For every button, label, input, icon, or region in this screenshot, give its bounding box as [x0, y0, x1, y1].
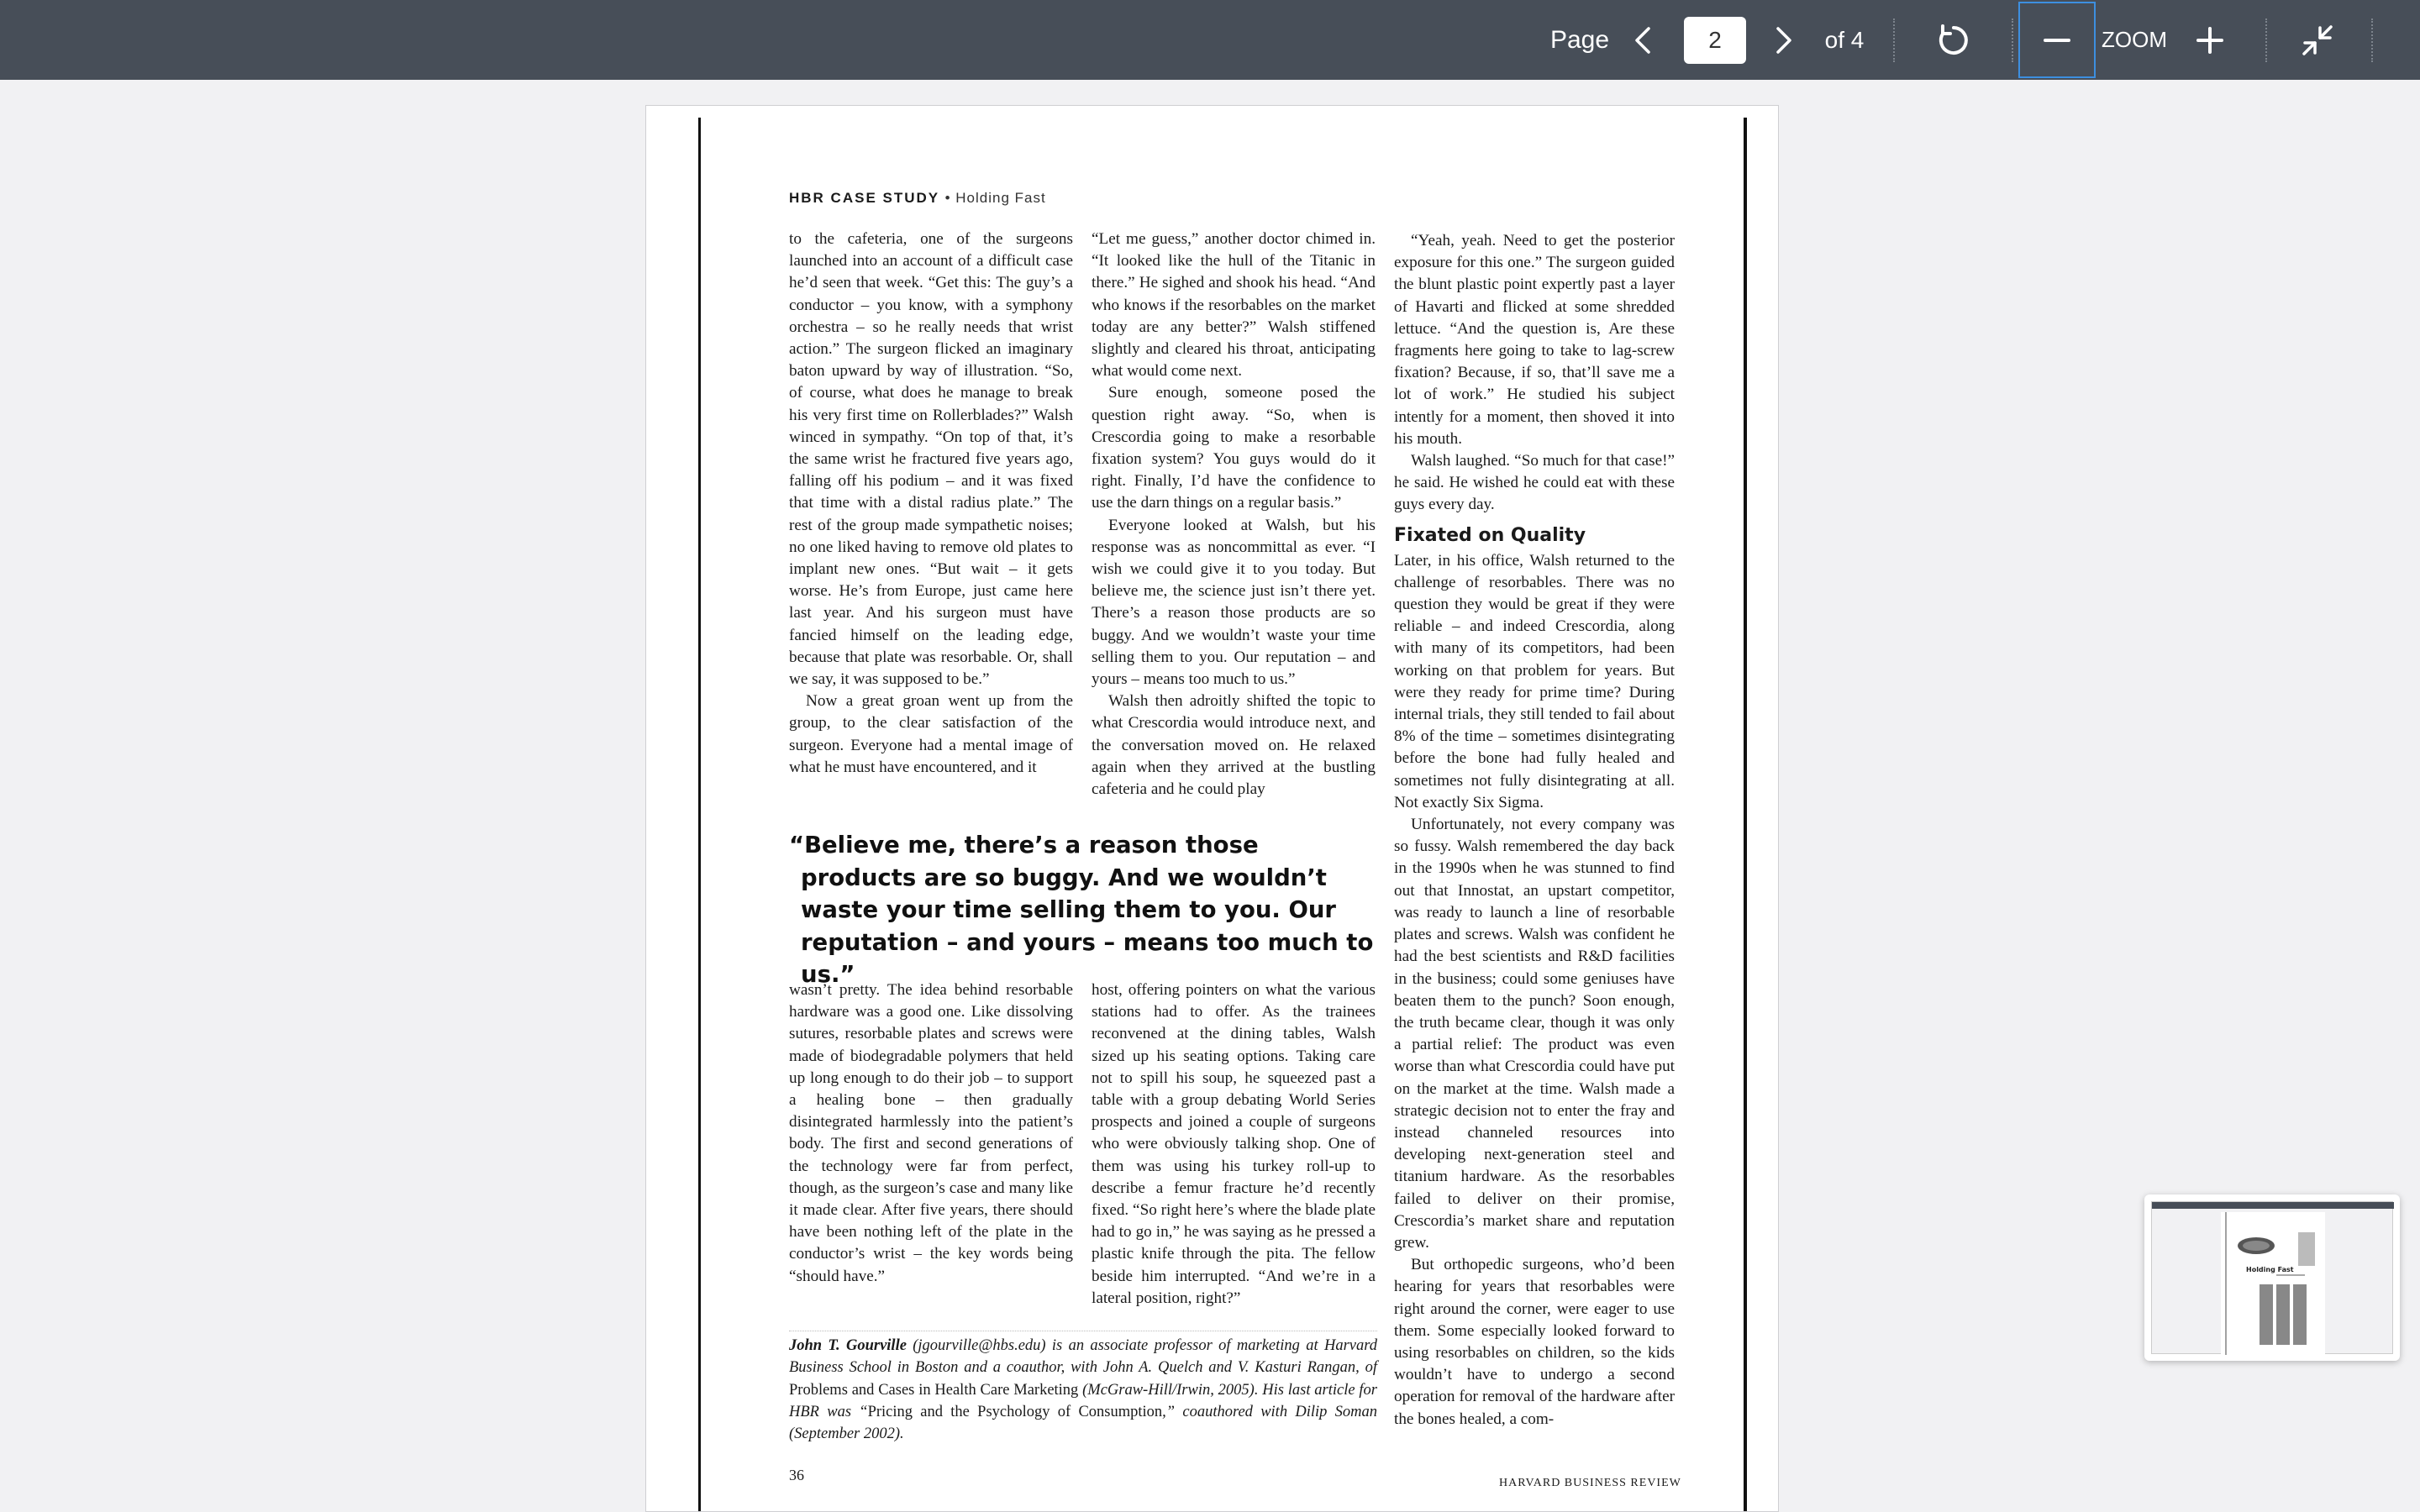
scan-edge-right: [1744, 118, 1747, 1512]
paragraph: to the cafeteria, one of the surgeons launched into an account of a difficult case he’d seen that week. “Get this: The guy’s a conductor – you know, with a symphony orchestra – so he really needs that wrist action.” The surgeon flicked an imaginary baton upward by way of illustration. “So, of course, what does he manage to break his very first time on Rollerblades?” Walsh winced in sympathy. “On top of that, it’s the same wrist he fractured five years ago, falling off his podium – and it was fixed that time with a distal radius plate.” The rest of the group made sympathetic noises; no one liked having to remove old plates to implant new ones. “But wait – it gets worse. He’s from Europe, just came here last year. And his surgeon must have fancied himself on the leading edge, because that plate was resorbable. Or, shall we say, it was supposed to be.”: [789, 230, 1073, 689]
zoom-in-button[interactable]: [2185, 0, 2235, 80]
scan-edge-left: [698, 118, 701, 1512]
chevron-left-icon: [1634, 26, 1652, 55]
bio-text: (jgourville@hbs.edu) is an associate professor of marketing at Harvard Business School in Boston and a coauthor, with John A. Quelch and V. Kasturi Rangan, of: [789, 1337, 1377, 1377]
toolbar-divider: [2371, 18, 2373, 62]
paragraph: “Let me guess,” another doctor chimed in. “It looked like the hull of the Titanic in there.” He sighed and shook his head. “And who knows if the resorbables on the market today are any better?” Walsh stiffened slightly and cleared his throat, anticipating what would come next.: [1092, 230, 1376, 381]
column-1-top: [789, 228, 1073, 779]
paragraph: But orthopedic surgeons, who’d been hearing for years that resorbables were right around the corner, were eager to use them. Some especially looked forward to using resorbables on children, so the kids wouldn’t have to undergo a second operation for removal of the hardware after the bones healed, a com-: [1394, 1256, 1675, 1428]
page-number: 36: [789, 1467, 804, 1483]
chevron-right-icon: [1775, 26, 1793, 55]
running-head-title: HBR CASE STUDY: [789, 190, 939, 206]
section-heading: Fixated on Quality: [1394, 524, 1586, 546]
thumbnail-page-art: [2221, 1212, 2325, 1355]
toolbar-divider: [2265, 18, 2267, 62]
toolbar-divider: [1893, 18, 1895, 62]
paragraph: “Yeah, yeah. Need to get the posterior exposure for this one.” The surgeon guided the blunt plastic point expertly past a layer of Havarti and flicked at some shredded lettuce. “And the question is, Are these fragments here going to take to lag-screw fixation? Because, if so, that’ll save me a lot of work.” He studied his subject intently for a moment, then shoved it into his mouth.: [1394, 232, 1675, 448]
paragraph: host, offering pointers on what the various stations had to offer. As the trainees reconvened at the dining tables, Walsh sized up his seating options. Taking care not to spill his soup, he squeezed past a table with a group debating World Series prospects and joined a couple of surgeons who were obviously talking shop. One of them was using his turkey roll-up to describe a femur fracture he’d recently fixed. “So right here’s where the blade plate had to go in,” he was saying as he pressed a plastic knife through the pita. The fellow beside him interrupted. “And we’re in a lateral position, right?”: [1092, 981, 1376, 1307]
running-head: HBR CASE STUDY • Holding Fast: [789, 190, 1046, 206]
paragraph: Now a great groan went up from the group, to the clear satisfaction of the surgeon. Everyone had a mental image of what he must have encountered, and it: [789, 692, 1073, 776]
collapse-icon: [2302, 24, 2333, 56]
paragraph: Walsh laughed. “So much for that case!” he said. He wished he could eat with these guys every day.: [1394, 452, 1675, 514]
paragraph: Everyone looked at Walsh, but his response was as noncommittal as ever. “I wish we could give it to you today. But believe me, the science just isn’t there yet. There’s a reason those products are so buggy. And we wouldn’t waste your time selling them to you. Our reputation – and yours – means too much to us.”: [1092, 516, 1376, 689]
thumbnail-title: Holding Fast: [2246, 1266, 2294, 1273]
bio-text: ,” coauthored with Dilip Soman (September 2002).: [789, 1403, 1378, 1443]
previous-page-button[interactable]: [1622, 0, 1664, 80]
rotate-icon: [1936, 23, 1971, 58]
page-thumbnail-navigator[interactable]: [2144, 1194, 2400, 1361]
zoom-label: ZOOM: [2102, 27, 2167, 52]
pull-quote: “Believe me, there’s a reason those products are so buggy. And we wouldn’t waste your time selling them to you. Our reputation – and yours – means too much to us.”: [789, 832, 1374, 988]
running-head-subtitle: Holding Fast: [955, 190, 1046, 206]
paragraph: Walsh then adroitly shifted the topic to what Crescordia would introduce next, and the conversation moved on. He relaxed again when they arrived at the bustling cafeteria and he could play: [1092, 692, 1376, 799]
column-2-top: [1092, 228, 1376, 801]
page-count-label: of 4: [1824, 26, 1865, 53]
viewer-toolbar: [0, 0, 2420, 80]
collapse-button[interactable]: [2292, 0, 2343, 80]
paragraph: Unfortunately, not every company was so fussy. Walsh remembered the day back in the 1990s when he was stunned to find out that Innostat, an upstart competitor, was ready to launch a line of resorbable plates and screws. Walsh was confident he had the best scientists and R&D facilities in the business; could some geniuses have beaten them to the punch? Soon enough, the truth became clear, though it was only a partial relief: The product was even worse than what Crescordia could have put on the market at the time. Walsh made a strategic decision not to enter the fray and instead channeled resources into developing next-generation steel and titanium hardware. As the resorbables failed to deliver on their promise, Crescordia’s market share and reputation grew.: [1394, 816, 1675, 1252]
thumbnail-page: [2221, 1212, 2325, 1355]
thumbnail-viewport: [2151, 1201, 2393, 1354]
column-1-bottom: [789, 979, 1073, 1288]
author-name: John T. Gourville: [789, 1337, 907, 1354]
toolbar-divider: [2012, 18, 2013, 62]
author-bio: [789, 1331, 1377, 1445]
rotate-button[interactable]: [1928, 0, 1979, 80]
paragraph: Later, in his office, Walsh returned to the challenge of resorbables. There was no question they would be great if they were reliable – and indeed Crescordia, along with many of its competitors, had been working on that problem for years. But were they ready for prime time? During internal trials, they still tended to fail about 8% of the time – sometimes disintegrating before the bone had fully healed and sometimes not fully disintegrating at all. Not exactly Six Sigma.: [1394, 551, 1675, 811]
page-number-input[interactable]: [1684, 17, 1746, 64]
minus-icon: [2044, 38, 2070, 43]
book-title: Problems and Cases in Health Care Marketing: [789, 1381, 1079, 1399]
publication-name: HARVARD BUSINESS REVIEW: [1499, 1477, 1681, 1489]
plus-icon: [2196, 27, 2223, 54]
paragraph: Sure enough, someone posed the question right away. “So, when is Crescordia going to make a resorbable fixation system? You guys would do it right. Finally, I’d have the confidence to use the darn things on a regular basis.”: [1092, 384, 1376, 512]
bio-text: (McGraw-Hill/Irwin, 2005). His last article for HBR was “: [789, 1381, 1377, 1420]
page-label: Page: [1549, 25, 1610, 54]
column-3: [1394, 230, 1675, 1431]
paragraph: wasn’t pretty. The idea behind resorbable hardware was a good one. Like dissolving sutures, resorbable plates and screws were made of biodegradable polymers that held up long enough to do their job – to support a healing bone – then gradually disintegrated harmlessly into the patient’s body. The first and second generations of the technology were far from perfect, though, as the surgeon’s case and many like it made clear. After five years, there should have been nothing left of the plate in the conductor’s wrist – the key words being “should have.”: [789, 981, 1073, 1285]
zoom-out-button[interactable]: [2018, 2, 2096, 78]
next-page-button[interactable]: [1763, 0, 1805, 80]
thumbnail-toolbar: [2152, 1202, 2394, 1209]
document-page: [645, 105, 1779, 1512]
article-title: Pricing and the Psychology of Consumption: [867, 1403, 1163, 1420]
column-2-bottom: [1092, 979, 1376, 1310]
